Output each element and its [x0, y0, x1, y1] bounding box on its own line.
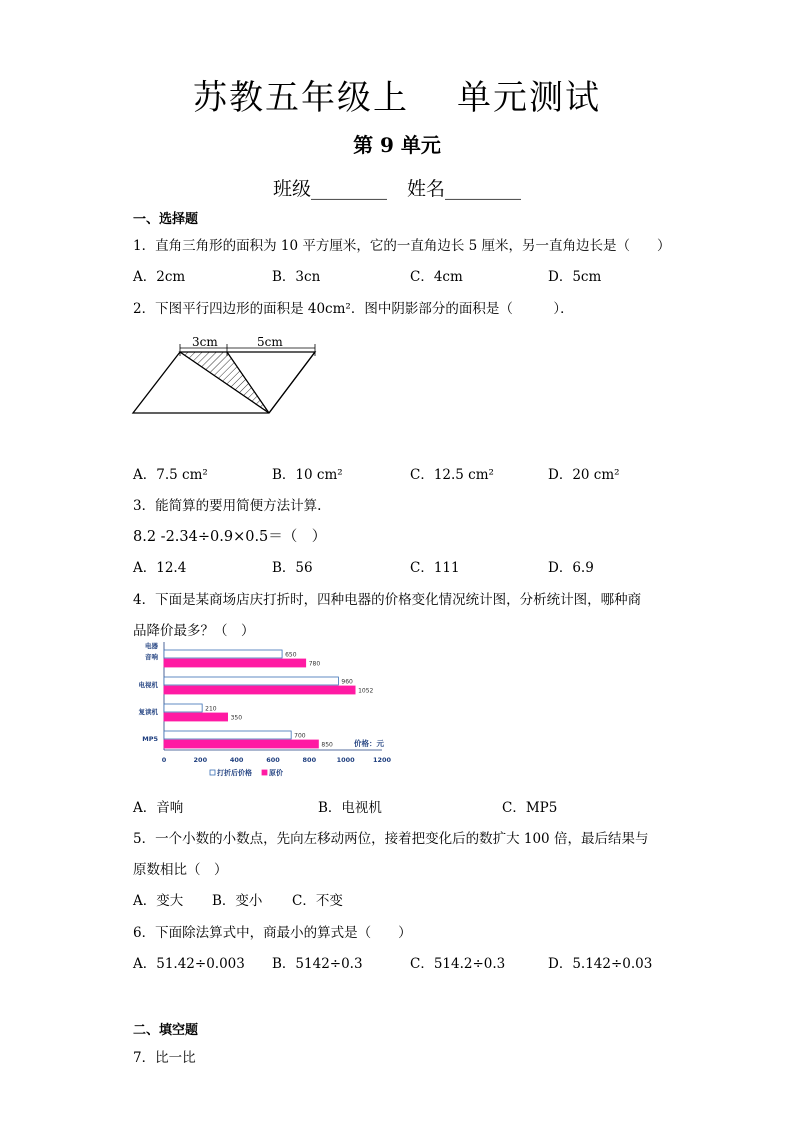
legend-label-0: 打折后价格 — [217, 769, 252, 777]
x-tick-label-800: 800 — [302, 756, 317, 764]
q2-option-d[interactable]: D．20 cm² — [548, 467, 620, 483]
q2-option-c[interactable]: C．12.5 cm² — [410, 467, 494, 483]
x-tick-label-400: 400 — [229, 756, 244, 764]
legend-swatch-0 — [210, 770, 215, 775]
section-heading-choice: 一、选择题 — [133, 212, 199, 227]
title-left: 苏教五年级上 — [193, 78, 409, 118]
q6-option-b[interactable]: B．5142÷0.3 — [272, 956, 363, 972]
category-label-3: 复读机 — [138, 708, 158, 716]
bar-discount-1 — [164, 677, 338, 685]
category-label-0: 电器 — [145, 642, 158, 650]
bar-discount-3 — [164, 731, 291, 739]
student-info-line — [0, 174, 794, 201]
price-bar-chart — [130, 638, 400, 790]
bar-discount-0 — [164, 650, 282, 658]
q4-option-b[interactable]: B．电视机 — [318, 800, 382, 816]
q3-option-c[interactable]: C．111 — [410, 560, 460, 576]
question-3-stem: 3．能简算的要用简便方法计算. — [133, 498, 322, 514]
question-5-stem-line2: 原数相比（ ） — [133, 862, 228, 878]
name-field[interactable]: 姓名________ — [407, 178, 522, 200]
category-label-4: MP5 — [142, 735, 158, 743]
q1-option-c[interactable]: C．4cm — [410, 269, 463, 285]
question-2-stem: 2．下图平行四边形的面积是 40cm²．图中阴影部分的面积是（ ）． — [133, 301, 574, 317]
x-tick-label-1200: 1200 — [372, 756, 392, 764]
legend-label-1: 原价 — [269, 769, 283, 777]
q3-option-b[interactable]: B．56 — [272, 560, 313, 576]
category-label-2: 电视机 — [138, 681, 158, 689]
bar-value-label-discount-3: 700 — [294, 732, 306, 740]
bar-original-0 — [164, 659, 306, 667]
x-tick-label-600: 600 — [266, 756, 280, 764]
bar-original-2 — [164, 713, 228, 721]
q5-option-b[interactable]: B．变小 — [212, 893, 263, 909]
q2-option-b[interactable]: B．10 cm² — [272, 467, 343, 483]
title-right: 单元测试 — [457, 78, 601, 118]
bar-value-label-discount-2: 210 — [205, 705, 217, 713]
bar-value-label-original-3: 850 — [321, 741, 333, 749]
q1-option-d[interactable]: D．5cm — [548, 269, 602, 285]
x-tick-label-200: 200 — [193, 756, 208, 764]
q1-option-b[interactable]: B．3cn — [272, 269, 321, 285]
q4-option-c[interactable]: C．MP5 — [502, 800, 558, 816]
bar-value-label-discount-1: 960 — [341, 678, 353, 686]
question-1-stem: 1．直角三角形的面积为 10 平方厘米，它的一直角边长 5 厘米，另一直角边长是（ ） — [133, 238, 671, 254]
bar-original-1 — [164, 686, 355, 694]
q5-option-c[interactable]: C．不变 — [292, 893, 343, 909]
x-tick-label-1000: 1000 — [336, 756, 355, 764]
q2-option-a[interactable]: A．7.5 cm² — [133, 467, 208, 483]
q4-option-a[interactable]: A．音响 — [133, 800, 184, 816]
q1-option-a[interactable]: A．2cm — [133, 269, 186, 285]
bar-value-label-original-0: 780 — [308, 660, 321, 668]
diagonal-line-right — [269, 352, 315, 413]
q3-option-a[interactable]: A．12.4 — [133, 560, 187, 576]
section-heading-fill: 二、填空题 — [133, 1023, 199, 1038]
legend-swatch-1 — [262, 770, 267, 775]
q5-option-a[interactable]: A．变大 — [133, 893, 184, 909]
q6-option-d[interactable]: D．5.142÷0.03 — [548, 956, 653, 972]
label-5cm: 5cm — [257, 335, 283, 349]
label-3cm: 3cm — [192, 335, 218, 349]
question-3-expression: 8.2 -2.34÷0.9×0.5＝（ ） — [133, 529, 327, 545]
question-4-stem-line1: 4．下面是某商场店庆打折时，四种电器的价格变化情况统计图，分析统计图，哪种商 — [133, 592, 642, 608]
class-field[interactable]: 班级________ — [272, 178, 387, 200]
question-5-stem-line1: 5．一个小数的小数点，先向左移动两位，接着把变化后的数扩大 100 倍，最后结果与 — [133, 831, 649, 847]
page-title — [0, 70, 794, 119]
bar-value-label-original-2: 350 — [230, 714, 243, 722]
unit-label: 价格：元 — [354, 739, 384, 748]
bar-value-label-discount-0: 650 — [285, 651, 297, 659]
question-6-stem: 6．下面除法算式中，商最小的算式是（ ） — [133, 925, 412, 941]
q6-option-c[interactable]: C．514.2÷0.3 — [410, 956, 506, 972]
q3-option-d[interactable]: D．6.9 — [548, 560, 594, 576]
x-tick-label-0: 0 — [161, 756, 167, 764]
question-4-stem-line2: 品降价最多？（ ） — [133, 623, 255, 639]
question-7-stem: 7．比一比 — [133, 1050, 196, 1066]
category-label-1: 音响 — [145, 653, 158, 661]
unit-subtitle: 第 9 单元 — [353, 133, 441, 157]
bar-value-label-original-1: 1052 — [358, 687, 374, 695]
q6-option-a[interactable]: A．51.42÷0.003 — [133, 956, 245, 972]
bar-original-3 — [164, 740, 318, 748]
bar-discount-2 — [164, 704, 202, 712]
parallelogram-figure — [130, 332, 330, 422]
